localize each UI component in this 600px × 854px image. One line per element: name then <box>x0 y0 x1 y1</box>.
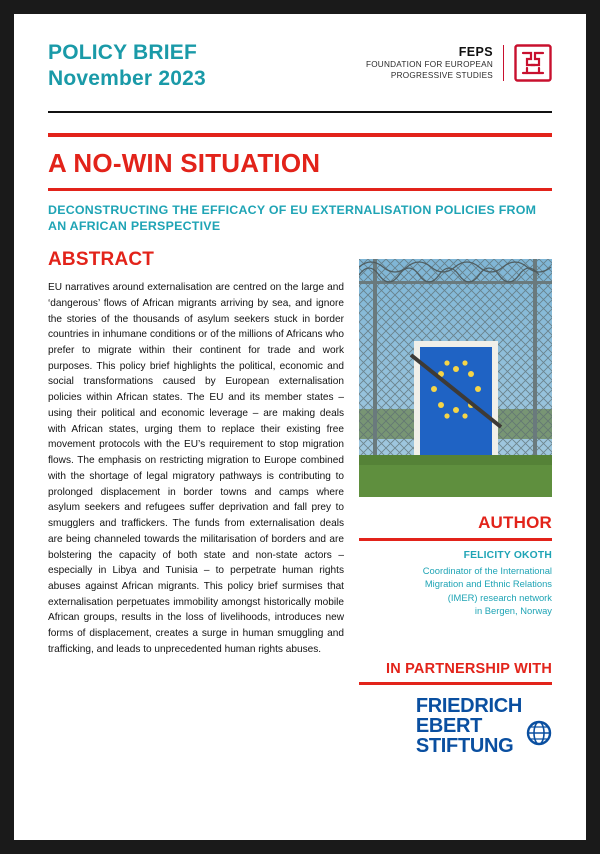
author-heading: AUTHOR <box>478 513 552 533</box>
author-role-line-4: in Bergen, Norway <box>474 605 552 617</box>
header-divider-rule <box>48 111 552 113</box>
author-role-line-3: (IMER) research network <box>447 591 552 603</box>
fes-line-1: FRIEDRICH <box>415 695 522 718</box>
title-bottom-rule <box>48 188 552 191</box>
author-role-line-1: Coordinator of the International <box>422 565 552 577</box>
content-area <box>14 249 586 758</box>
partnership-heading: IN PARTNERSHIP WITH <box>386 661 552 678</box>
author-role-line-2: Migration and Ethnic Relations <box>424 578 552 590</box>
page-subtitle: DECONSTRUCTING THE EFFICACY OF EU EXTERNALISATION POLICIES FROM AN AFRICAN PERSPECTIVE <box>48 202 537 234</box>
policy-brief-label: POLICY BRIEF <box>48 41 198 64</box>
page-title: A NO-WIN SITUATION <box>48 148 321 179</box>
fes-globe-icon <box>526 720 552 746</box>
feps-brain-logo-icon <box>514 44 552 82</box>
abstract-body: EU narratives around externalisation are centred on the large and ‘dangerous’ flows of African migrants arriving by sea, and ignore the stories of the thousands of asylum seekers stuck in border countries in inhumane conditions or of the millions of Africans who prefer to migrate within their continent for trade and work purposes. This policy brief highlights the political, economic and social transformations caused by European externalisation policies within African states. The EU and its member states – using their political and economic leverage – are making deals with African states, urging them to replace their existing free movement protocols with the EU’s requirement to stop migration flows. The emphasis on restricting migration to Europe combined with the shortage of legal migratory pathways is contributing to prolonged displacement in border towns and camps where asylum seekers and refugees suffer deprivation and fall prey to smugglers and traffickers. The funds from externalisation deals are being channeled towards the militarisation of borders and are bolstering the capacity of both state and non-state actors – especially in Libya and Tunisia – to perpetrate human rights abuses against African migrants. This policy brief surmises that externalisation perpetuates immobility amongst historically mobile African groups, results in the loss of livelihoods, introduces new forms of displacement, creates a surge in human smuggling and trafficking, and leads to unprecedented human rights abuses. <box>48 282 344 655</box>
fes-wordmark <box>416 696 522 756</box>
feps-abbrev: FEPS <box>458 44 493 59</box>
feps-org-line-2: PROGRESSIVE STUDIES <box>390 71 493 81</box>
fes-logo <box>359 696 552 756</box>
abstract-heading: ABSTRACT <box>48 249 155 271</box>
publication-date: November 2023 <box>48 66 206 90</box>
feps-divider <box>503 45 504 81</box>
partnership-rule <box>359 682 552 685</box>
fes-line-2: EBERT <box>415 715 483 738</box>
right-column <box>359 513 552 756</box>
document-page <box>14 14 586 840</box>
feps-text-block <box>366 45 493 82</box>
header-left <box>48 40 206 91</box>
title-block <box>14 133 586 235</box>
document-header <box>14 14 586 105</box>
feps-org-line-1: FOUNDATION FOR EUROPEAN <box>365 60 493 70</box>
feps-branding <box>366 44 552 82</box>
author-rule <box>359 538 552 541</box>
border-fence-eu-door-photo <box>359 259 552 497</box>
fes-line-3: STIFTUNG <box>415 735 514 758</box>
title-top-rule <box>48 133 552 137</box>
author-name: FELICITY OKOTH <box>463 550 552 562</box>
